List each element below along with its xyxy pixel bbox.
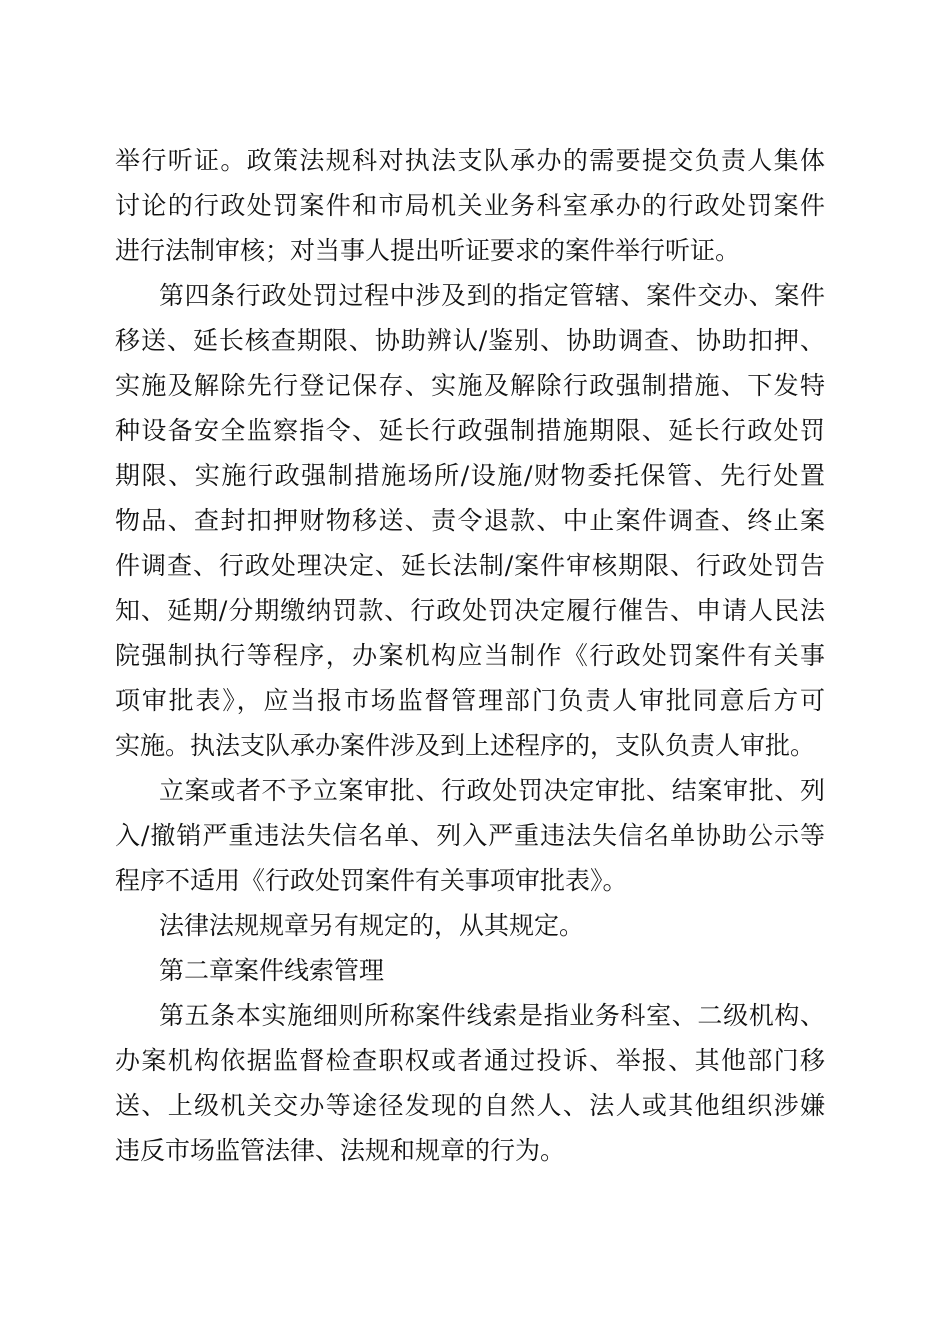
document-page (115, 138, 825, 1173)
paragraph-article-4 (115, 273, 825, 768)
chapter-heading (115, 948, 825, 993)
text-line: 院强制执行等程序，办案机构应当制作《行政处罚案件有关事 (115, 641, 825, 670)
paragraph-exceptions (115, 768, 825, 903)
paragraph-other-provisions (115, 903, 825, 948)
text-line: 移送、延长核查期限、协助辨认/鉴别、协助调查、协助扣押、 (115, 326, 825, 355)
text-line: 法律法规规章另有规定的，从其规定。 (159, 911, 585, 940)
text-line: 违反市场监管法律、法规和规章的行为。 (115, 1136, 566, 1165)
text-line: 实施。执法支队承办案件涉及到上述程序的，支队负责人审批。 (115, 731, 816, 760)
text-line: 期限、实施行政强制措施场所/设施/财物委托保管、先行处置 (115, 461, 825, 490)
text-line: 种设备安全监察指令、延长行政强制措施期限、延长行政处罚 (115, 416, 825, 445)
paragraph-hearing-continuation (115, 138, 825, 273)
text-line: 物品、查封扣押财物移送、责令退款、中止案件调查、终止案 (115, 506, 825, 535)
text-line: 项审批表》，应当报市场监督管理部门负责人审批同意后方可 (115, 686, 825, 715)
chapter-title: 第二章案件线索管理 (159, 956, 385, 985)
text-line: 实施及解除先行登记保存、实施及解除行政强制措施、下发特 (115, 371, 825, 400)
text-line: 程序不适用《行政处罚案件有关事项审批表》。 (115, 866, 628, 895)
text-line: 送、上级机关交办等途径发现的自然人、法人或其他组织涉嫌 (115, 1091, 825, 1120)
text-line: 进行法制审核；对当事人提出听证要求的案件举行听证。 (115, 236, 741, 265)
text-line: 立案或者不予立案审批、行政处罚决定审批、结案审批、列 (159, 776, 825, 805)
text-line: 件调查、行政处理决定、延长法制/案件审核期限、行政处罚告 (115, 551, 825, 580)
text-line: 知、延期/分期缴纳罚款、行政处罚决定履行催告、申请人民法 (115, 596, 825, 625)
text-line: 举行听证。政策法规科对执法支队承办的需要提交负责人集体 (115, 146, 825, 175)
text-line: 办案机构依据监督检查职权或者通过投诉、举报、其他部门移 (115, 1046, 825, 1075)
text-line: 第五条本实施细则所称案件线索是指业务科室、二级机构、 (159, 1001, 825, 1030)
text-line: 讨论的行政处罚案件和市局机关业务科室承办的行政处罚案件 (115, 191, 825, 220)
paragraph-article-5 (115, 993, 825, 1173)
text-line: 第四条行政处罚过程中涉及到的指定管辖、案件交办、案件 (159, 281, 825, 310)
text-line: 入/撤销严重违法失信名单、列入严重违法失信名单协助公示等 (115, 821, 825, 850)
